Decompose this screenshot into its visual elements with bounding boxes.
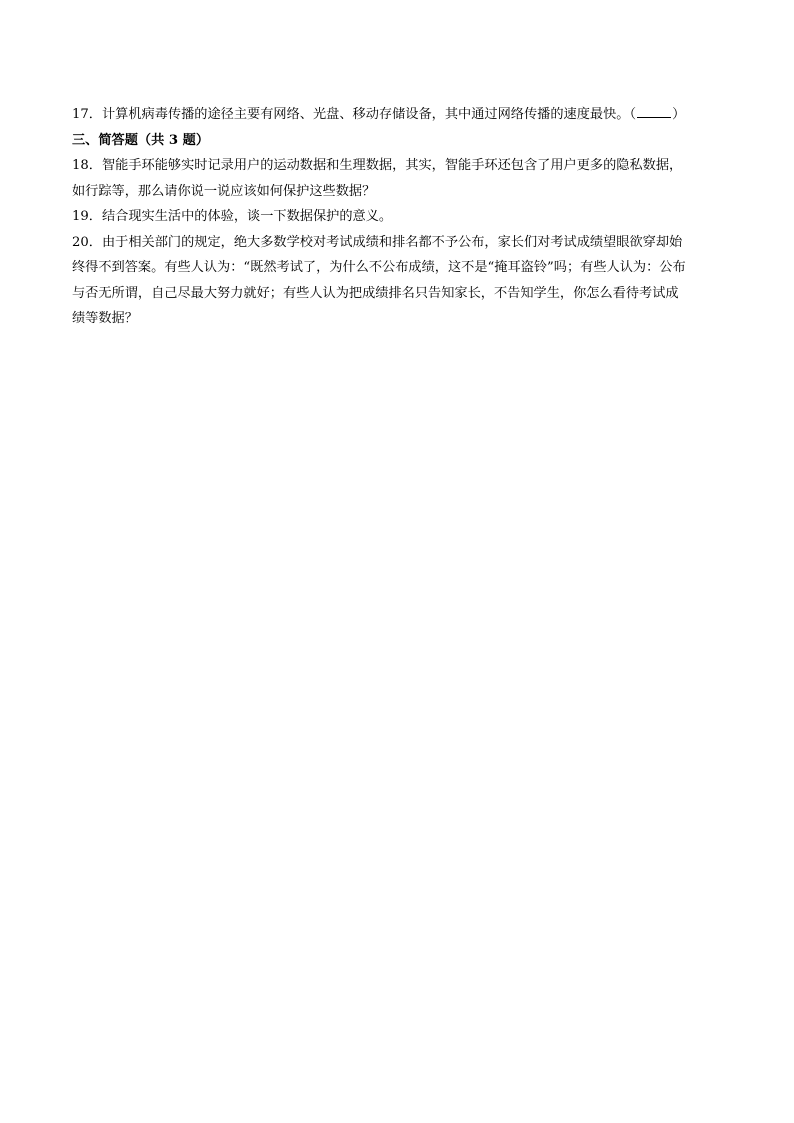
section-3-title: 三、简答题（共 3 题） xyxy=(72,132,210,148)
question-18-line-2: 如行踪等，那么请你说一说应该如何保护这些数据？ xyxy=(72,183,376,199)
question-17-close-paren: ） xyxy=(672,107,686,122)
question-17-open-paren: （ xyxy=(629,107,637,122)
question-20-line-4: 绩等数据？ xyxy=(72,311,138,326)
question-17-answer-blank xyxy=(637,103,671,118)
question-20-line-1: 20．由于相关部门的规定，绝大多数学校对考试成绩和排名都不予公布，家长们对考试成绩望眼欲穿却始 xyxy=(72,234,683,250)
question-18-line-1: 18．智能手环能够实时记录用户的运动数据和生理数据，其实，智能手环还包含了用户更多的隐私数据， xyxy=(72,158,683,173)
question-20-line-2: 终得不到答案。有些人认为：“既然考试了，为什么不公布成绩，这不是“掩耳盗铃”吗；有些人认为：公布 xyxy=(72,260,686,275)
question-19-line-1: 19．结合现实生活中的体验，谈一下数据保护的意义。 xyxy=(72,209,393,224)
question-20-line-3: 与否无所谓，自己尽最大努力就好；有些人认为把成绩排名只告知家长，不告知学生，你怎么看待考试成 xyxy=(72,285,679,301)
question-17 xyxy=(72,102,722,128)
question-17-text: 17．计算机病毒传播的途径主要有网络、光盘、移动存储设备，其中通过网络传播的速度最快。 xyxy=(72,107,630,122)
question-content xyxy=(72,102,722,332)
